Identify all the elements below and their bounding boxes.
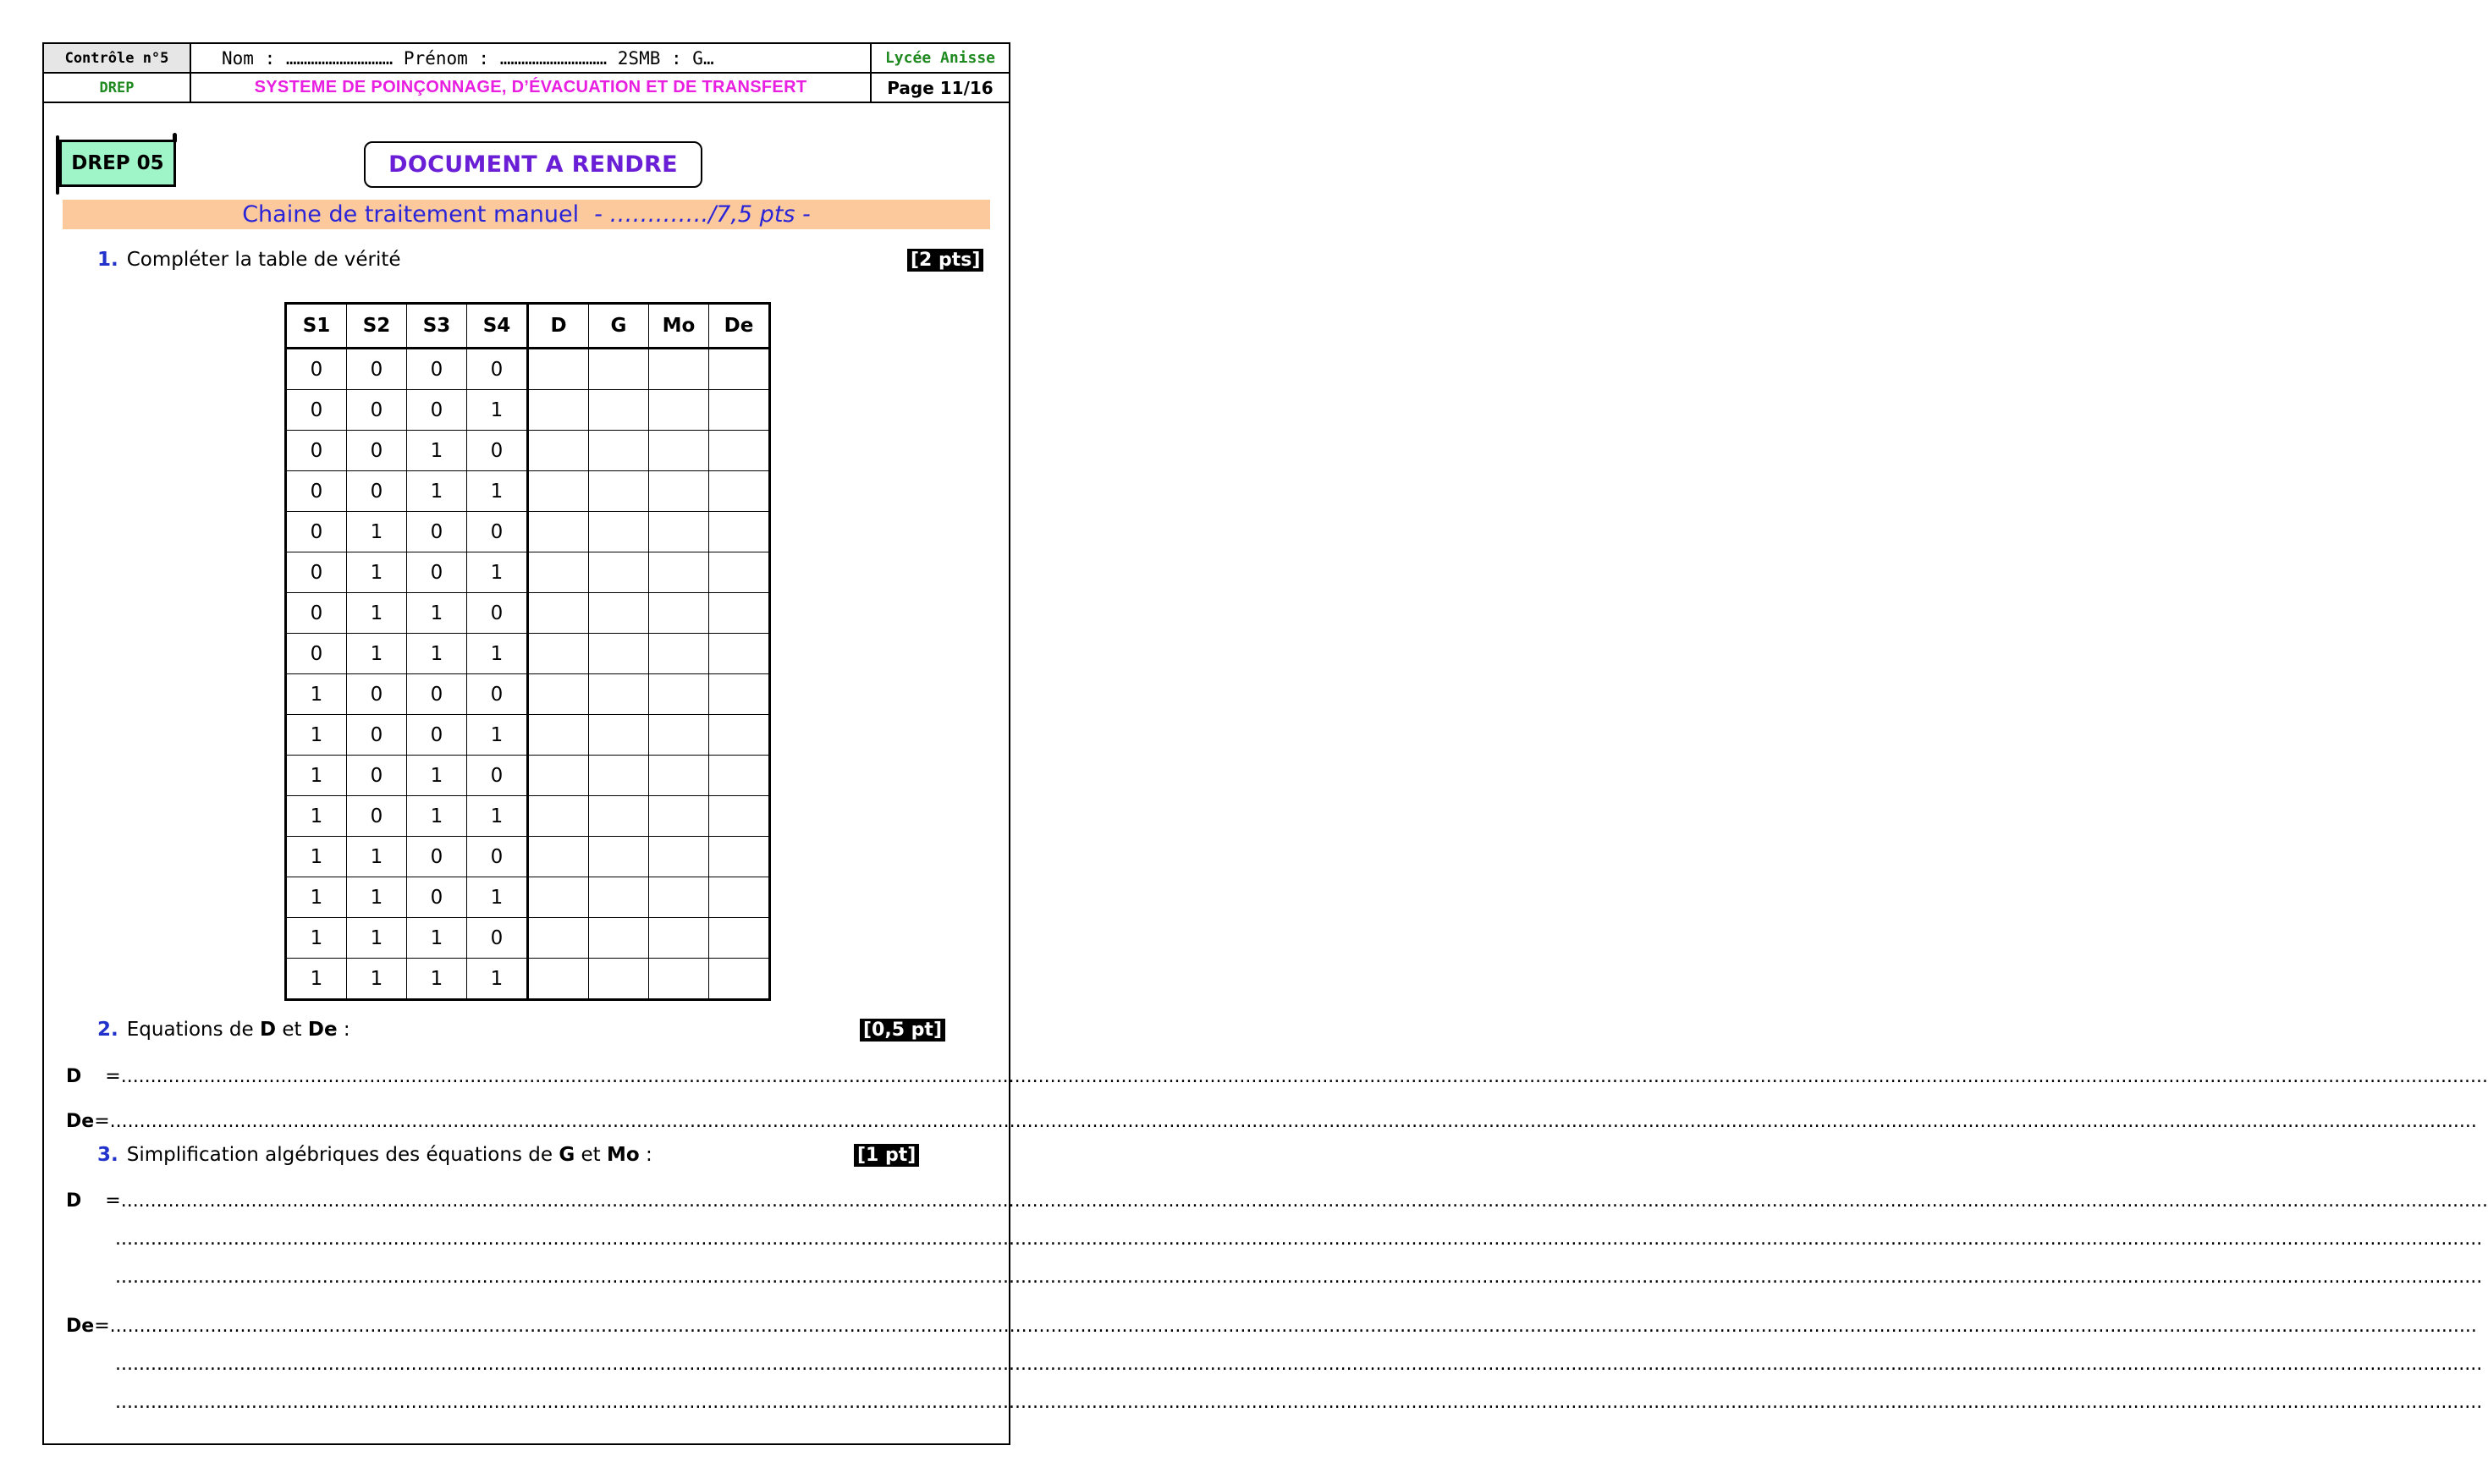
input-cell: 1	[407, 756, 467, 796]
answer-cell[interactable]	[709, 431, 770, 471]
input-cell: 1	[286, 715, 347, 756]
truth-table-body	[286, 349, 770, 1000]
input-cell: 0	[286, 552, 347, 593]
answer-cell[interactable]	[528, 715, 589, 756]
answer-cell[interactable]	[649, 471, 709, 512]
question-text: Simplification algébriques des équations de	[126, 1144, 559, 1166]
input-cell: 1	[407, 634, 467, 674]
column-header-s4: S4	[467, 304, 528, 349]
question-text: :	[337, 1019, 350, 1041]
var-g: G	[559, 1144, 575, 1166]
answer-cell[interactable]	[649, 877, 709, 918]
input-cell: 1	[467, 796, 528, 837]
column-header-s2: S2	[347, 304, 407, 349]
question-2	[97, 1019, 350, 1041]
equals-sign: =	[105, 1190, 121, 1212]
points-badge-q1: [2 pts]	[907, 249, 983, 272]
answer-line-d[interactable]	[66, 1066, 2488, 1087]
input-cell: 1	[347, 959, 407, 1000]
input-cell: 1	[347, 918, 407, 959]
answer-cell[interactable]	[709, 877, 770, 918]
question-3	[97, 1144, 652, 1166]
answer-cell[interactable]	[528, 471, 589, 512]
input-cell: 0	[407, 349, 467, 390]
input-cell: 0	[407, 390, 467, 431]
question-number: 3.	[97, 1144, 118, 1166]
answer-cell[interactable]	[709, 837, 770, 877]
answer-cell[interactable]	[649, 593, 709, 634]
answer-cell[interactable]	[528, 390, 589, 431]
page-number: Page 11/16	[871, 73, 1010, 102]
answer-cell[interactable]	[649, 431, 709, 471]
input-cell: 0	[407, 552, 467, 593]
answer-cell[interactable]	[709, 674, 770, 715]
var-d: D	[259, 1019, 277, 1041]
table-row	[286, 715, 770, 756]
column-header-s3: S3	[407, 304, 467, 349]
input-cell: 0	[407, 674, 467, 715]
dotted-fill: ................................................................................................................................................................................................................................................................................................................................................................................................................	[109, 1316, 2477, 1337]
answer-cell[interactable]	[589, 512, 649, 552]
truth-table	[284, 302, 771, 1001]
answer-cell[interactable]	[709, 796, 770, 837]
answer-cell[interactable]	[709, 715, 770, 756]
equals-sign: =	[94, 1111, 110, 1132]
input-cell: 1	[467, 634, 528, 674]
input-cell: 1	[407, 796, 467, 837]
answer-cell[interactable]	[649, 390, 709, 431]
input-cell: 0	[347, 349, 407, 390]
question-text: Compléter la table de vérité	[126, 249, 401, 271]
input-cell: 1	[467, 715, 528, 756]
input-cell: 0	[286, 431, 347, 471]
table-row	[286, 796, 770, 837]
answer-cell[interactable]	[709, 552, 770, 593]
answer-cell[interactable]	[709, 593, 770, 634]
truth-table-header	[286, 304, 770, 349]
input-cell: 1	[286, 756, 347, 796]
answer-cell[interactable]	[589, 796, 649, 837]
input-cell: 1	[347, 634, 407, 674]
answer-line-de[interactable]	[66, 1111, 2477, 1132]
answer-cell[interactable]	[528, 593, 589, 634]
answer-cell[interactable]	[589, 593, 649, 634]
answer-cell[interactable]	[589, 471, 649, 512]
answer-cell[interactable]	[589, 552, 649, 593]
input-cell: 0	[467, 756, 528, 796]
equals-sign: =	[105, 1066, 121, 1087]
answer-label: De	[66, 1111, 95, 1132]
answer-cell[interactable]	[528, 796, 589, 837]
section-title: Chaine de traitement manuel	[242, 201, 580, 228]
input-cell: 0	[407, 837, 467, 877]
document-a-rendre-box: DOCUMENT A RENDRE	[364, 141, 702, 188]
input-cell: 1	[286, 959, 347, 1000]
input-cell: 0	[286, 512, 347, 552]
column-header-mo: Mo	[649, 304, 709, 349]
answer-cell[interactable]	[589, 837, 649, 877]
input-cell: 1	[286, 877, 347, 918]
question-text: et	[575, 1144, 607, 1166]
table-row	[286, 837, 770, 877]
question-text: Equations de	[126, 1019, 260, 1041]
input-cell: 0	[347, 390, 407, 431]
answer-cell[interactable]	[709, 471, 770, 512]
input-cell: 1	[347, 837, 407, 877]
answer-cell[interactable]	[709, 959, 770, 1000]
column-header-de: De	[709, 304, 770, 349]
answer-cell[interactable]	[649, 674, 709, 715]
drep-label: DREP	[43, 73, 190, 102]
answer-cell[interactable]	[528, 431, 589, 471]
input-cell: 0	[347, 756, 407, 796]
answer-cell[interactable]	[589, 756, 649, 796]
answer-cell[interactable]	[528, 552, 589, 593]
answer-cell[interactable]	[589, 349, 649, 390]
input-cell: 1	[467, 390, 528, 431]
school-name: Lycée Anisse	[871, 43, 1010, 73]
question-1	[97, 249, 401, 271]
var-de: De	[307, 1019, 338, 1041]
answer-cell[interactable]	[709, 390, 770, 431]
table-row	[286, 877, 770, 918]
input-cell: 0	[347, 796, 407, 837]
answer-cell[interactable]	[649, 715, 709, 756]
answer-cell[interactable]	[528, 674, 589, 715]
table-row	[286, 471, 770, 512]
answer-cell[interactable]	[528, 877, 589, 918]
points-badge-q2: [0,5 pt]	[860, 1019, 945, 1042]
input-cell: 0	[286, 349, 347, 390]
answer-label: D	[66, 1066, 82, 1087]
var-mo: Mo	[607, 1144, 640, 1166]
question-number: 2.	[97, 1019, 118, 1041]
input-cell: 0	[407, 715, 467, 756]
input-cell: 0	[467, 512, 528, 552]
controle-label: Contrôle n°5	[43, 43, 190, 73]
input-cell: 0	[467, 431, 528, 471]
section-band	[63, 200, 990, 229]
answer-cell[interactable]	[649, 756, 709, 796]
answer-cell[interactable]	[649, 349, 709, 390]
input-cell: 1	[286, 796, 347, 837]
input-cell: 0	[347, 715, 407, 756]
answer-cell[interactable]	[709, 512, 770, 552]
input-cell: 0	[347, 674, 407, 715]
answer-cell[interactable]	[649, 796, 709, 837]
table-row	[286, 552, 770, 593]
column-header-g: G	[589, 304, 649, 349]
input-cell: 1	[407, 959, 467, 1000]
input-cell: 1	[286, 837, 347, 877]
input-cell: 1	[407, 918, 467, 959]
answer-cell[interactable]	[589, 431, 649, 471]
input-cell: 1	[467, 471, 528, 512]
answer-cell[interactable]	[649, 552, 709, 593]
answer-cell[interactable]	[528, 918, 589, 959]
input-cell: 1	[467, 959, 528, 1000]
answer-cell[interactable]	[589, 634, 649, 674]
dotted-fill: ................................................................................................................................................................................................................................................................................................................................................................................................................	[109, 1111, 2477, 1132]
input-cell: 0	[467, 918, 528, 959]
question-number: 1.	[97, 249, 118, 271]
answer-cell[interactable]	[589, 918, 649, 959]
table-row	[286, 634, 770, 674]
table-row	[286, 593, 770, 634]
section-score: - …………./7,5 pts -	[594, 201, 811, 228]
document-title: SYSTEME DE POINÇONNAGE, D’ÉVACUATION ET DE TRANSFERT	[190, 73, 871, 102]
answer-cell[interactable]	[528, 634, 589, 674]
table-row	[286, 349, 770, 390]
input-cell: 1	[407, 471, 467, 512]
input-cell: 0	[467, 837, 528, 877]
dotted-fill: ................................................................................................................................................................................................................................................................................................................................................................................................................	[120, 1190, 2488, 1212]
answer-cell[interactable]	[528, 512, 589, 552]
answer-cell[interactable]	[528, 837, 589, 877]
input-cell: 0	[467, 593, 528, 634]
answer-cell[interactable]	[528, 959, 589, 1000]
answer-label: D	[66, 1190, 82, 1212]
answer-line-d-simpl[interactable]	[66, 1190, 2488, 1212]
column-header-d: D	[528, 304, 589, 349]
answer-cell[interactable]	[649, 918, 709, 959]
input-cell: 1	[347, 877, 407, 918]
table-row	[286, 390, 770, 431]
input-cell: 0	[286, 593, 347, 634]
input-cell: 0	[286, 390, 347, 431]
answer-cell[interactable]	[589, 390, 649, 431]
input-cell: 1	[467, 552, 528, 593]
question-text: et	[276, 1019, 308, 1041]
answer-cell[interactable]	[589, 877, 649, 918]
answer-label: De	[66, 1316, 95, 1337]
table-row	[286, 959, 770, 1000]
student-ident-line: Nom : ………………………… Prénom : ………………………… 2SMB : G…	[190, 43, 871, 73]
input-cell: 0	[407, 512, 467, 552]
column-header-s1: S1	[286, 304, 347, 349]
answer-cell[interactable]	[589, 715, 649, 756]
answer-line-de-cont-2[interactable]: ................................................................................................................................................................................................................................................................................................................................................................................................................	[115, 1392, 2483, 1413]
table-row	[286, 674, 770, 715]
answer-cell[interactable]	[709, 349, 770, 390]
answer-cell[interactable]	[589, 674, 649, 715]
equals-sign: =	[94, 1316, 110, 1337]
input-cell: 1	[347, 593, 407, 634]
points-badge-q3: [1 pt]	[854, 1144, 919, 1167]
input-cell: 0	[347, 431, 407, 471]
input-cell: 1	[467, 877, 528, 918]
input-cell: 1	[286, 918, 347, 959]
answer-cell[interactable]	[709, 634, 770, 674]
table-row	[286, 512, 770, 552]
answer-line-d-cont-2[interactable]: ................................................................................................................................................................................................................................................................................................................................................................................................................	[115, 1267, 2483, 1288]
input-cell: 0	[467, 349, 528, 390]
input-cell: 1	[407, 431, 467, 471]
answer-cell[interactable]	[589, 959, 649, 1000]
input-cell: 0	[407, 877, 467, 918]
answer-cell[interactable]	[649, 634, 709, 674]
input-cell: 0	[347, 471, 407, 512]
answer-line-de-cont-1[interactable]: ................................................................................................................................................................................................................................................................................................................................................................................................................	[115, 1354, 2483, 1375]
input-cell: 0	[286, 471, 347, 512]
answer-cell[interactable]	[528, 756, 589, 796]
input-cell: 1	[407, 593, 467, 634]
dotted-fill: ................................................................................................................................................................................................................................................................................................................................................................................................................	[120, 1066, 2488, 1087]
table-row	[286, 918, 770, 959]
table-row	[286, 756, 770, 796]
input-cell: 1	[347, 512, 407, 552]
input-cell: 0	[286, 634, 347, 674]
table-row	[286, 431, 770, 471]
answer-line-d-cont-1[interactable]: ................................................................................................................................................................................................................................................................................................................................................................................................................	[115, 1228, 2483, 1250]
answer-line-de-simpl[interactable]	[66, 1316, 2477, 1337]
answer-cell[interactable]	[649, 837, 709, 877]
drep-badge: DREP 05	[59, 140, 176, 187]
answer-cell[interactable]	[709, 756, 770, 796]
input-cell: 1	[347, 552, 407, 593]
input-cell: 0	[467, 674, 528, 715]
answer-cell[interactable]	[649, 512, 709, 552]
answer-cell[interactable]	[528, 349, 589, 390]
answer-cell[interactable]	[649, 959, 709, 1000]
question-text: :	[639, 1144, 652, 1166]
input-cell: 1	[286, 674, 347, 715]
answer-cell[interactable]	[709, 918, 770, 959]
